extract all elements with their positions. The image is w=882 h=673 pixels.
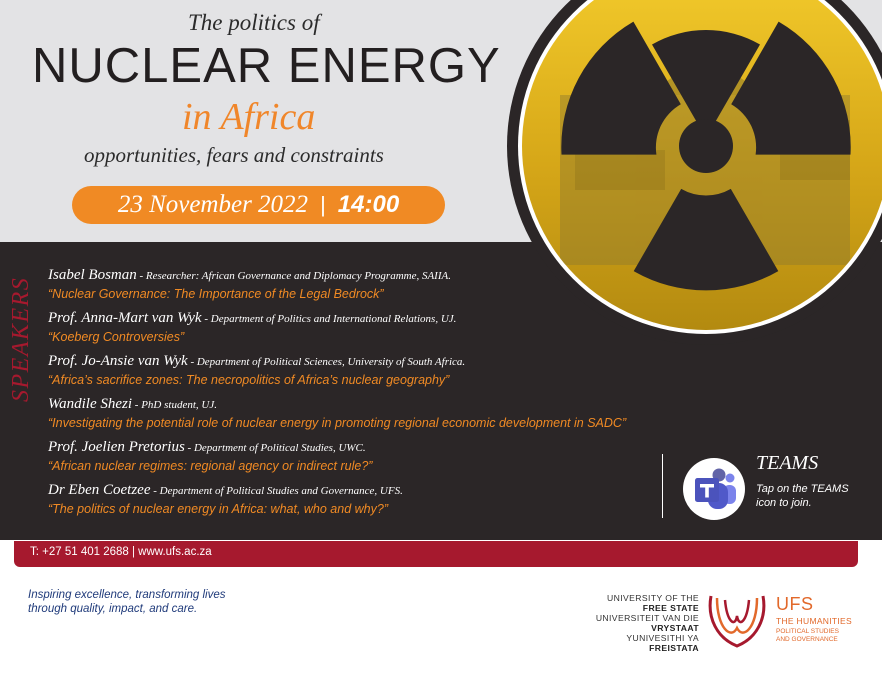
title-line-1: The politics of	[188, 10, 320, 35]
subtitle: opportunities, fears and constraints	[84, 143, 384, 167]
speaker-topic: “Africa’s sacrifice zones: The necropolitics of Africa’s nuclear geography”	[48, 373, 450, 387]
speaker-topic: “Investigating the potential role of nuclear energy in promoting regional economic development in SADC”	[48, 416, 627, 430]
speaker-name: Wandile Shezi	[48, 396, 133, 412]
ufs-wordmark: UFS	[776, 594, 814, 614]
contact-bar	[14, 541, 858, 567]
uni-line: VRYSTAAT	[651, 623, 699, 633]
department-line-1: POLITICAL STUDIES	[776, 628, 839, 635]
speaker-role: - Department of Political Sciences, University of South Africa.	[187, 356, 466, 368]
faculty-name: THE HUMANITIES	[776, 616, 852, 626]
event-date: 23 November 2022	[117, 191, 309, 218]
event-time: 14:00	[337, 191, 400, 218]
date-time-badge	[72, 186, 445, 224]
speaker-item	[48, 309, 668, 352]
university-name	[586, 593, 699, 653]
speakers-label	[3, 270, 37, 405]
slogan	[28, 588, 226, 616]
uni-line: UNIVERSITEIT VAN DIE	[595, 613, 699, 623]
department-name	[776, 628, 839, 644]
speaker-name: Dr Eben Coetzee	[48, 482, 151, 498]
uni-line: UNIVERSITY OF THE	[607, 593, 699, 603]
speaker-item	[48, 481, 668, 524]
uni-line: FREE STATE	[642, 603, 699, 613]
speaker-name: Isabel Bosman	[48, 267, 137, 283]
speaker-name: Prof. Anna-Mart van Wyk	[48, 310, 202, 326]
ufs-logo-icon	[705, 588, 769, 652]
date-separator: |	[320, 192, 326, 217]
title-main: NUCLEAR ENERGY	[32, 39, 501, 93]
speakers-label-text: SPEAKERS	[8, 276, 34, 402]
speaker-item	[48, 438, 668, 481]
speaker-role: - Researcher: African Governance and Diplomacy Programme, SAIIA.	[136, 270, 451, 282]
slogan-line-2: through quality, impact, and care.	[28, 603, 198, 615]
speaker-topic: “The politics of nuclear energy in Africa: what, who and why?”	[48, 502, 388, 516]
microsoft-teams-icon[interactable]	[683, 458, 745, 520]
slogan-line-1: Inspiring excellence, transforming lives	[28, 589, 226, 601]
uni-line: FREISTATA	[649, 643, 699, 653]
speaker-role: - Department of Politics and International Relations, UJ.	[201, 313, 457, 325]
speaker-name: Prof. Joelien Pretorius	[48, 439, 185, 455]
speaker-topic: “Nuclear Governance: The Importance of the Legal Bedrock”	[48, 287, 384, 301]
speaker-item	[48, 395, 668, 438]
teams-title: TEAMS	[756, 452, 819, 474]
uni-line: YUNIVESITHI YA	[626, 633, 699, 643]
title-line-3: in Africa	[182, 96, 316, 138]
speaker-topic: “African nuclear regimes: regional agency or indirect rule?”	[48, 459, 373, 473]
department-line-2: AND GOVERNANCE	[776, 636, 838, 643]
speaker-list	[48, 266, 668, 524]
speaker-name: Prof. Jo-Ansie van Wyk	[48, 353, 188, 369]
teams-divider	[662, 454, 663, 518]
speaker-item	[48, 266, 668, 309]
speaker-item	[48, 352, 668, 395]
speaker-topic: “Koeberg Controversies”	[48, 330, 185, 344]
speaker-role: - Department of Political Studies, UWC.	[184, 442, 366, 454]
teams-instruction: Tap on the TEAMS icon to join.	[756, 483, 849, 509]
contact-info: T: +27 51 401 2688 | www.ufs.ac.za	[30, 546, 212, 558]
speaker-role: - PhD student, UJ.	[132, 399, 217, 411]
speaker-role: - Department of Political Studies and Governance, UFS.	[150, 485, 403, 497]
